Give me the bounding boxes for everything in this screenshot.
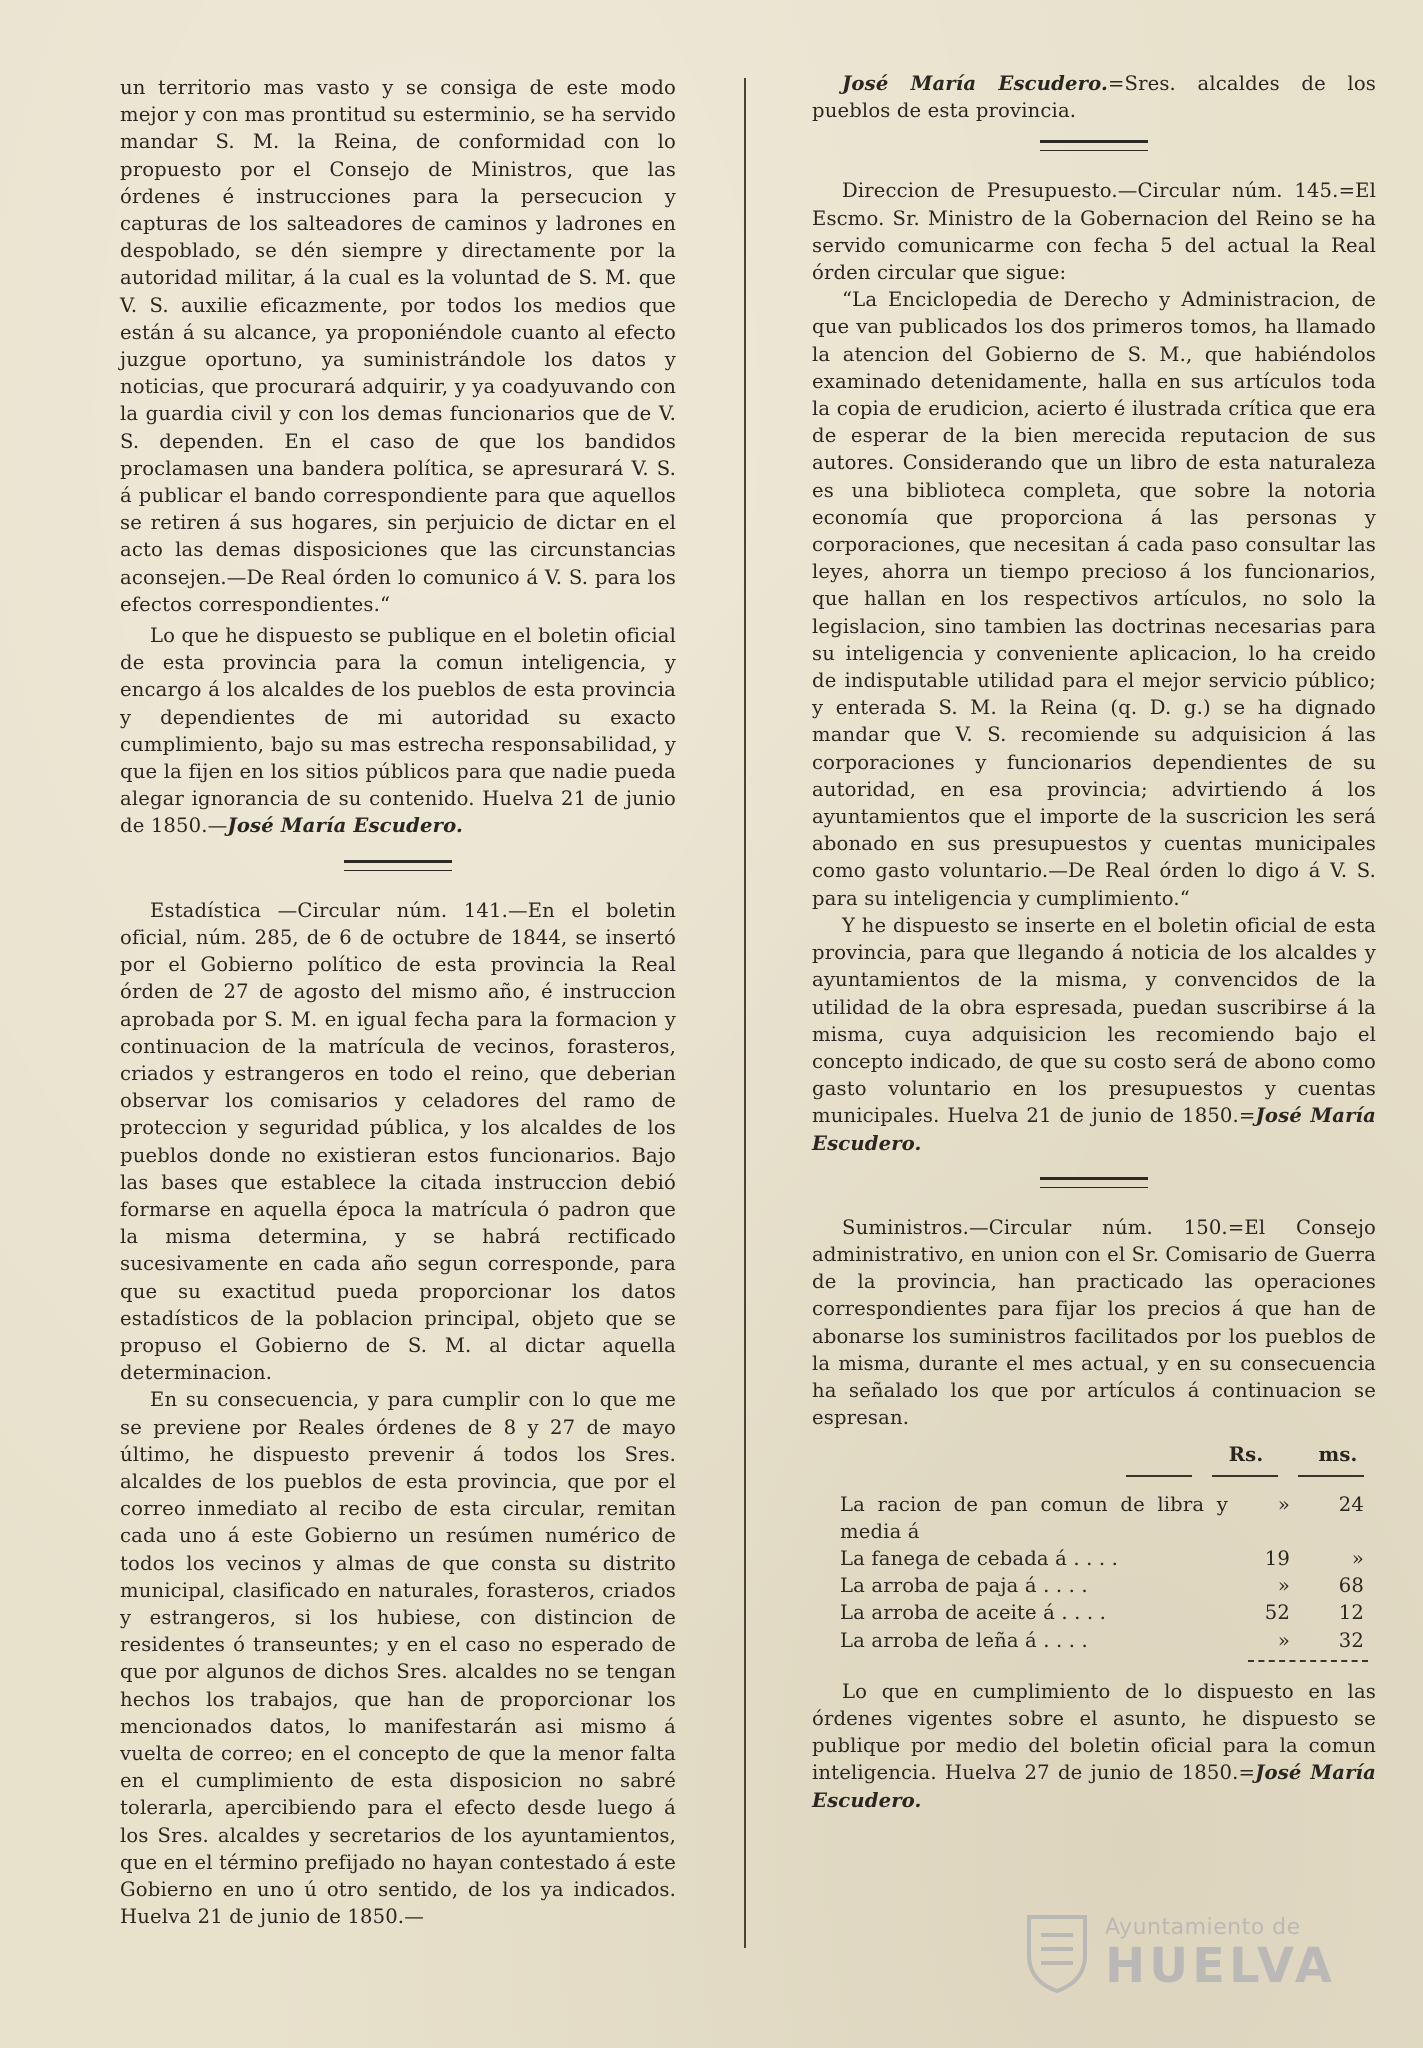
- circular-body: En el boletin oficial, núm. 285, de 6 de octubre de 1844, se insertó por el Gobierno político de esta provincia la Real órden de 27 de agosto del mismo año, é instruccion aprobada por S. M. en igual fecha para la formacion y continuacion de la matrícula de vecinos, forasteros, criados y estrangeros en todo el reino, que deberian observar los comisarios y celadores del ramo de proteccion y seguridad pública, y los alcaldes de los pueblos donde no existieran estos funcionarios. Bajo las bases que establece la citada instruccion debió formarse en aquella época la matrícula ó padron que la misma determina, y se habrá rectificado sucesivamente en cada año segun corresponde, para que su exactitud pueda proporcionar los datos estadísticos de la poblacion principal, objeto que se propuso el Gobierno de S. M. al dictar aquella determinacion.: [120, 898, 676, 1385]
- row-value-rs: 19: [1264, 1546, 1290, 1570]
- left-column: [120, 74, 676, 1930]
- row-value-ms: 12: [1338, 1601, 1364, 1625]
- right-paragraph-1-text: =Sres. alcaldes de los pueblos de esta provincia.: [812, 72, 1376, 123]
- column-header-ms: ms.: [1318, 1443, 1358, 1467]
- signature: José María Escudero.: [812, 1761, 1376, 1812]
- watermark-text: [1105, 1915, 1336, 1992]
- circular-title: Direccion de Presupuesto.—Circular núm. 145.: [842, 179, 1339, 203]
- price-table: [812, 1441, 1376, 1661]
- row-value-rs: »: [1277, 1574, 1290, 1598]
- table-row: [812, 1491, 1376, 1545]
- right-column: [812, 70, 1376, 1814]
- suministros-circular: [812, 1214, 1376, 1432]
- presupuesto-circular: [812, 177, 1376, 286]
- right-paragraph-6-text: Lo que en cumplimiento de lo dispuesto en las órdenes vigentes sobre el asunto, he dispuesto se publique por medio del boletin oficial para la comun inteligencia. Huelva 27 de junio de 1850.=: [812, 1679, 1376, 1785]
- right-paragraph-4-text: Y he dispuesto se inserte en el boletin oficial de esta provincia, para que llegando á noticia de los alcaldes y ayuntamientos de la misma, y convencidos de la utilidad de la obra espresada, puedan suscribirse á la misma, cuya adquisicion les recomiendo bajo el concepto indicado, de que su costo será de abono como gasto voluntario en los presupuestos y cuentas municipales. Huelva 21 de junio de 1850.=: [812, 913, 1376, 1128]
- column-divider: [744, 78, 746, 1948]
- table-row: [812, 1627, 1376, 1654]
- left-paragraph-4: En su consecuencia, y para cumplir con lo que me se previene por Reales órdenes de 8 y 27 de mayo último, he dispuesto prevenir á todos los Sres. alcaldes de los pueblos de esta provincia, que por el correo inmediato al recibo de esta circular, remitan cada uno á este Gobierno un resúmen numérico de todos los vecinos y almas de que consta su distrito municipal, clasificado en naturales, forasteros, criados y estrangeros, si los hubiese, con distincion de residentes ó transeuntes; y en el caso no esperado de que por algunos de dichos Sres. alcaldes no se tengan hechos los trabajos, que han de proporcionar los mencionados datos, lo manifestarán asi mismo á vuelta de correo; en el concepto de que la menor falta en el cumplimiento de esta disposicion no sabré tolerarla, apercibiendo para el efecto desde luego á los Sres. alcaldes y secretarios de los ayuntamientos, que en el término prefijado no hayan contestado á este Gobierno en uno ú otro sentido, de los ya indicados. Huelva 21 de junio de 1850.—: [120, 1388, 676, 1929]
- row-label: La arroba de leña á . . . .: [840, 1628, 1088, 1652]
- table-row: [812, 1599, 1376, 1626]
- section-separator: [1040, 140, 1148, 151]
- price-table-header: [812, 1441, 1376, 1468]
- table-row: [812, 1545, 1376, 1572]
- estadistica-circular: [120, 897, 676, 1387]
- row-label: La arroba de aceite á . . . .: [840, 1601, 1107, 1625]
- row-value-rs: »: [1277, 1628, 1290, 1652]
- row-label: La fanega de cebada á . . . .: [840, 1546, 1119, 1570]
- left-paragraph-2: [120, 622, 676, 840]
- row-value-ms: 32: [1338, 1628, 1364, 1652]
- column-header-rs: Rs.: [1228, 1443, 1264, 1467]
- watermark: [1023, 1898, 1353, 2008]
- row-value-ms: »: [1351, 1546, 1364, 1570]
- signature: José María Escudero.: [842, 72, 1108, 95]
- left-paragraph-1: un territorio mas vasto y se consiga de este modo mejor y con mas prontitud su esterminio, se ha servido mandar S. M. la Reina, de conformidad con lo propuesto por el Consejo de Ministros, que las órdenes é instrucciones para la persecucion y capturas de los salteadores de caminos y ladrones en despoblado, se dén siempre y directamente por la autoridad militar, á la cual es la voluntad de S. M. que V. S. auxilie eficazmente, por todos los medios que están á su alcance, ya proponiéndole cuanto al efecto juzgue oportuno, ya suministrándole los datos y noticias, que procurará adquirir, y ya coadyuvando con la guardia civil y con los demas funcionarios que de V. S. dependen. En el caso de que los bandidos proclamasen una bandera política, se apresurará V. S. á publicar el bando correspondiente para que aquellos se retiren á sus hogares, sin perjuicio de dictar en el acto las demas disposiciones que las circunstancias aconsejen.—De Real órden lo comunico á V. S. para los efectos correspondientes.“: [120, 76, 676, 616]
- row-label: La arroba de paja á . . . .: [840, 1574, 1088, 1598]
- watermark-line-2: HUELVA: [1105, 1937, 1336, 1994]
- circular-title: Suministros.—Circular núm. 150.: [842, 1215, 1228, 1239]
- table-row: [812, 1572, 1376, 1599]
- right-paragraph-6: [812, 1678, 1376, 1814]
- table-end-rule: [1248, 1660, 1368, 1662]
- right-paragraph-3: “La Enciclopedia de Derecho y Administracion, de que van publicados los dos primeros tomos, ha llamado la atencion del Gobierno de S. M., que habiéndolos examinado detenidamente, halla en sus artículos toda la copia de erudicion, acierto é ilustrada crítica que era de esperar de la bien merecida reputacion de sus autores. Considerando que un libro de esta naturaleza es una biblioteca completa, que sobre la notoria economía que proporciona á las personas y corporaciones, que necesitan á cada paso consultar las leyes, ahorra un tiempo precioso á los funcionarios, que hallan en los respectivos artículos, no solo la legislacion, sino tambien las doctrinas necesarias para su inteligencia y conveniente aplicacion, lo ha creido de indisputable utilidad para el mejor servicio público; y enterada S. M. la Reina (q. D. g.) se ha dignado mandar que V. S. recomiende su adquisicion á las corporaciones y funcionarios dependientes de su autoridad, en esa provincia; advirtiendo á los ayuntamientos que el importe de la suscricion les será abonado en sus presupuestos y cuentas municipales como gasto voluntario.—De Real órden lo digo á V. S. para su inteligencia y cumplimiento.“: [812, 288, 1376, 910]
- circular-title: Estadística —Circular núm. 141.—: [150, 898, 528, 922]
- watermark-line-1: Ayuntamiento de: [1105, 1914, 1301, 1940]
- right-paragraph-4: [812, 912, 1376, 1157]
- row-value-ms: 68: [1338, 1574, 1364, 1598]
- row-value-rs: »: [1277, 1492, 1290, 1516]
- circular-body: =El Escmo. Sr. Ministro de la Gobernacion del Reino se ha servido comunicarme con fecha 5 del actual la Real órden circular que sigue:: [812, 179, 1376, 285]
- coat-of-arms-icon: [1023, 1911, 1091, 1995]
- right-paragraph-1: [812, 70, 1376, 124]
- circular-body: =El Consejo administrativo, en union con el Sr. Comisario de Guerra de la provincia, han practicado las operaciones correspondientes para fijar los precios á que han de abonarse los suministros facilitados por los pueblos de la misma, durante el mes actual, y en su consecuencia ha señalado los que por artículos á continuacion se espresan.: [812, 1215, 1377, 1430]
- row-label: La racion de pan comun de libra y media á: [840, 1492, 1228, 1543]
- row-value-ms: 24: [1338, 1492, 1364, 1516]
- left-paragraph-2-text: Lo que he dispuesto se publique en el boletin oficial de esta provincia para la comun inteligencia, y encargo á los alcaldes de los pueblos de esta provincia y dependientes de mi autoridad su exacto cumplimiento, bajo su mas estrecha responsabilidad, y que la fijen en los sitios públicos para que nadie pueda alegar ignorancia de su contenido. Huelva 21 de junio de 1850.—: [120, 624, 676, 838]
- row-value-rs: 52: [1264, 1601, 1290, 1625]
- section-separator: [344, 860, 452, 871]
- signature: José María Escudero.: [227, 814, 463, 838]
- header-rule: [812, 1475, 1364, 1477]
- section-separator: [1040, 1177, 1148, 1188]
- signature: José María Escudero.: [812, 1104, 1376, 1155]
